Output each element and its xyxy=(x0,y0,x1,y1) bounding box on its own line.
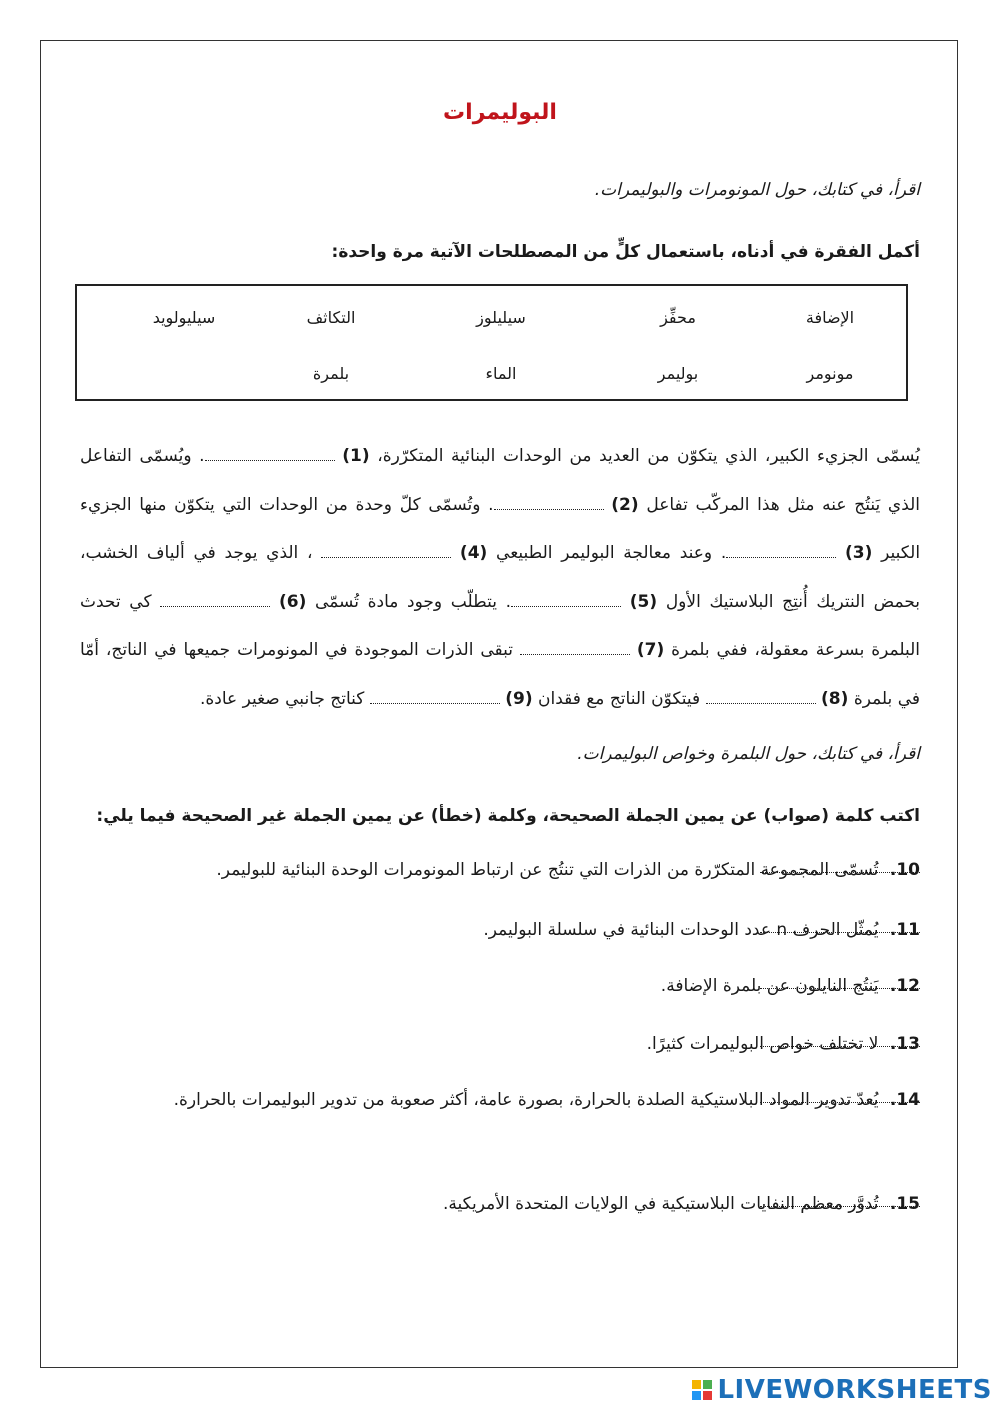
blank-5[interactable] xyxy=(511,588,621,607)
blank-4[interactable] xyxy=(321,539,451,558)
answer-blank-12[interactable] xyxy=(760,988,920,989)
answer-blank-14[interactable] xyxy=(760,1102,920,1103)
liveworksheets-logo xyxy=(691,1375,992,1405)
term: الماء xyxy=(485,364,517,383)
question-14: 14. يُعدّ تدوير المواد البلاستيكية الصلدة بالحرارة، بصورة عامة، أكثر صعوبة من تدوير البوليمرات بالحرارة. xyxy=(173,1090,920,1110)
term: بلمرة xyxy=(312,364,350,383)
term: الإضافة xyxy=(805,308,855,327)
blank-2[interactable] xyxy=(494,491,604,510)
blank-1[interactable] xyxy=(205,442,335,461)
section2-instruction: اكتب كلمة (صواب) عن يمين الجملة الصحيحة، وكلمة (خطأ) عن يمين الجملة غير الصحيحة فيما يلي: xyxy=(96,806,920,826)
answer-blank-15[interactable] xyxy=(760,1206,920,1207)
answer-blank-13[interactable] xyxy=(760,1046,920,1047)
answer-blank-10[interactable] xyxy=(760,872,920,873)
fill-in-paragraph: يُسمّى الجزيء الكبير، الذي يتكوّن من العديد من الوحدات البنائية المتكرّرة، (1) . ويُسمّى التفاعل الذي يَنتُج عنه مثل هذا المركّب تفاعل (2) . وتُسمّى كلّ وحدة من الوحدات التي يتكوّن منها الجزيء الكبير (3) . وعند معالجة البوليمر الطبيعي (4) ، الذي يوجد في ألياف الخشب، بحمض النتريك أُنتِج البلاستيك الأول (5) . يتطلّب وجود مادة تُسمّى (6) كي تحدث البلمرة بسرعة معقولة، ففي بلمرة (7) تبقى الذرات الموجودة في المونومرات جميعها في الناتج، أمّا في بلمرة (8) فيتكوّن الناتج مع فقدان (9) كناتج جانبي صغير عادة. xyxy=(80,432,920,723)
question-15: 15. تُدوَّر معظم النفايات البلاستيكية في الولايات المتحدة الأمريكية. xyxy=(443,1194,920,1214)
logo-text: LIVEWORKSHEETS xyxy=(717,1375,992,1405)
liveworksheets-icon xyxy=(691,1379,713,1401)
question-11: 11. يُمثّل الحرف n عدد الوحدات البنائية في سلسلة البوليمر. xyxy=(483,920,920,940)
question-13: 13. لا تختلف خواص البوليمرات كثيرًا. xyxy=(646,1034,920,1054)
blank-3[interactable] xyxy=(726,539,836,558)
question-12: 12. يَنتُج النايلون عن بلمرة الإضافة. xyxy=(660,976,920,996)
term: مونومر xyxy=(806,364,854,383)
term: سيليلوز xyxy=(476,308,526,327)
answer-blank-11[interactable] xyxy=(760,932,920,933)
term: محفِّز xyxy=(660,308,696,327)
blank-7[interactable] xyxy=(520,636,630,655)
term: سيليولويد xyxy=(152,308,216,327)
blank-9[interactable] xyxy=(370,685,500,704)
section1-instruction: أكمل الفقرة في أدناه، باستعمال كلٍّ من المصطلحات الآتية مرة واحدة: xyxy=(331,242,920,262)
term: بوليمر xyxy=(657,364,699,383)
section2-intro: اقرأ، في كتابك، حول البلمرة وخواص البوليمرات. xyxy=(577,744,920,764)
question-10: 10. تُسمّى المجموعة المتكرّرة من الذرات التي تنتُج عن ارتباط المونومرات الوحدة البنائية للبوليمر. xyxy=(216,860,920,880)
term: التكاثف xyxy=(306,308,356,327)
section1-intro: اقرأ، في كتابك، حول المونومرات والبوليمرات. xyxy=(594,180,920,200)
blank-8[interactable] xyxy=(706,685,816,704)
terms-box xyxy=(75,284,908,401)
blank-6[interactable] xyxy=(160,588,270,607)
page-title: البوليمرات xyxy=(443,100,557,125)
